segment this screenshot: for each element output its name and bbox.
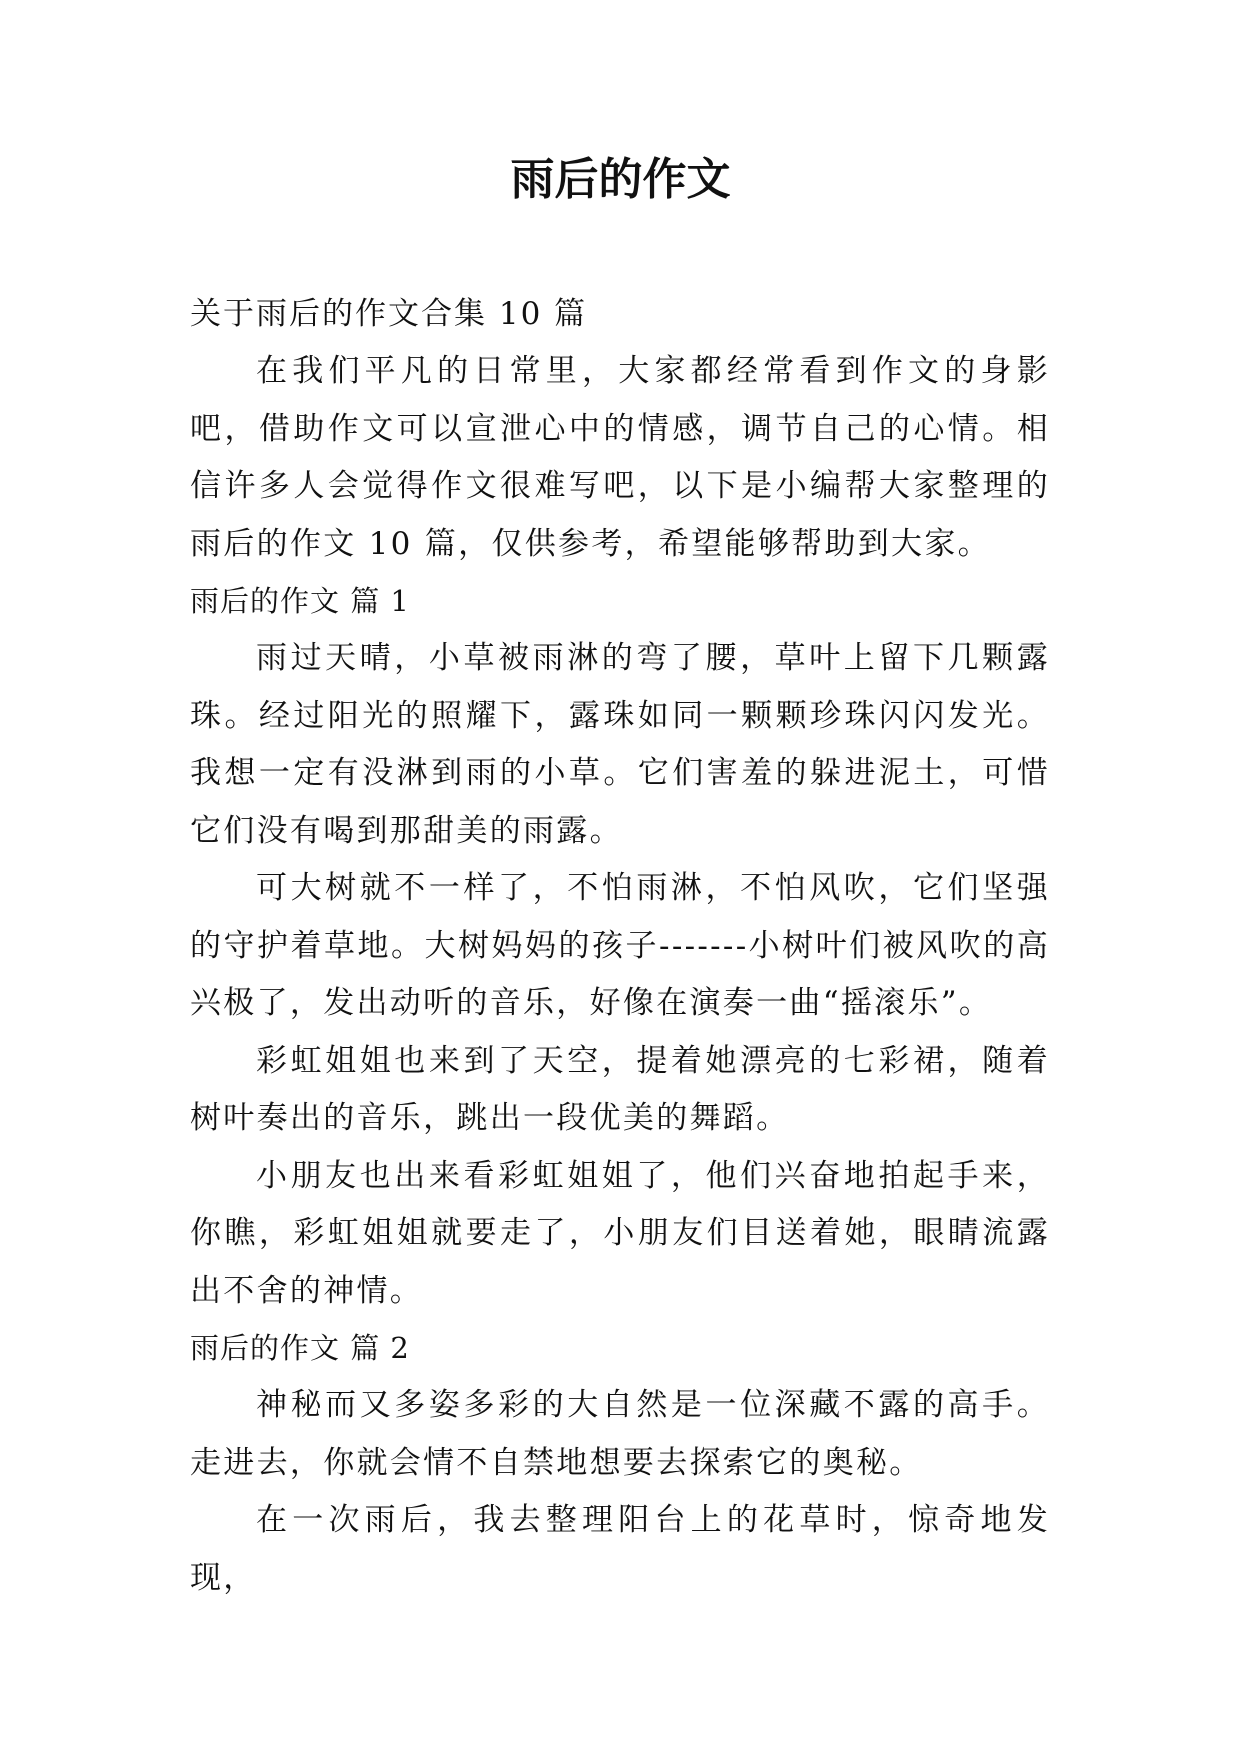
- section-paragraph: 雨过天晴，小草被雨淋的弯了腰，草叶上留下几颗露珠。经过阳光的照耀下，露珠如同一颗颗珍珠闪闪发光。我想一定有没淋到雨的小草。它们害羞的躲进泥土，可惜它们没有喝到那甜美的雨露。: [190, 640, 1050, 849]
- section-paragraph: 可大树就不一样了，不怕雨淋，不怕风吹，它们坚强的守护着草地。大树妈妈的孩子-------小树叶们被风吹的高兴极了，发出动听的音乐，好像在演奏一曲“摇滚乐”。: [190, 870, 1050, 1021]
- section-1: [190, 573, 1050, 1320]
- section-paragraph: 彩虹姐姐也来到了天空，提着她漂亮的七彩裙，随着树叶奏出的音乐，跳出一段优美的舞蹈。: [190, 1042, 1050, 1136]
- intro-paragraph: 在我们平凡的日常里，大家都经常看到作文的身影吧，借助作文可以宣泄心中的情感，调节自己的心情。相信许多人会觉得作文很难写吧，以下是小编帮大家整理的雨后的作文 10 篇，仅供参考，希望能够帮助到大家。: [190, 353, 1050, 562]
- section-2: [190, 1320, 1050, 1607]
- section-paragraph: 在一次雨后，我去整理阳台上的花草时，惊奇地发现，: [190, 1502, 1050, 1596]
- document-body: [190, 286, 1050, 1607]
- document-subtitle: 关于雨后的作文合集 10 篇: [190, 296, 588, 332]
- section-heading: 雨后的作文 篇 2: [190, 1331, 410, 1365]
- section-paragraph: 神秘而又多姿多彩的大自然是一位深藏不露的高手。走进去，你就会情不自禁地想要去探索它的奥秘。: [190, 1387, 1050, 1481]
- page-title: 雨后的作文: [510, 154, 731, 205]
- section-paragraph: 小朋友也出来看彩虹姐姐了，他们兴奋地拍起手来，你瞧，彩虹姐姐就要走了，小朋友们目送着她，眼睛流露出不舍的神情。: [190, 1157, 1050, 1309]
- section-heading: 雨后的作文 篇 1: [190, 584, 410, 618]
